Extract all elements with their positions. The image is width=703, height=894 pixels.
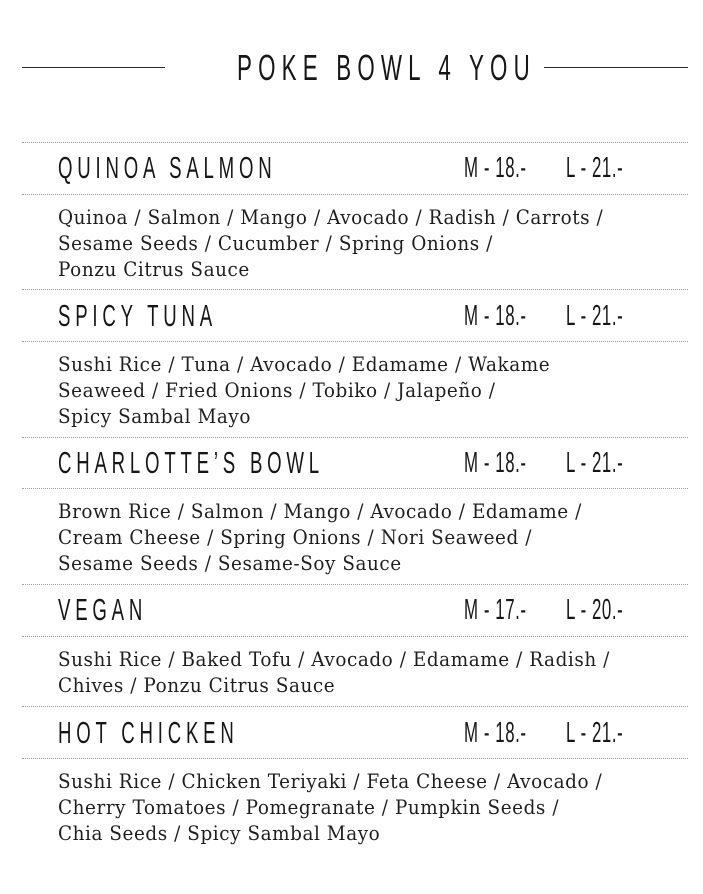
price-large: L - 20.- <box>566 594 624 626</box>
price-large: L - 21.- <box>566 300 624 332</box>
item-name: SPICY TUNA <box>58 298 217 333</box>
header-left-rule <box>22 67 165 68</box>
price-large: L - 21.- <box>566 717 624 749</box>
divider <box>22 758 688 759</box>
description-line: Chia Seeds / Spicy Sambal Mayo <box>58 821 381 845</box>
item-description <box>58 498 647 576</box>
divider <box>22 341 688 342</box>
price-medium: M - 18.- <box>464 152 527 184</box>
divider <box>22 584 688 585</box>
price-medium: M - 17.- <box>464 594 527 626</box>
header-right-rule <box>544 67 688 68</box>
description-line: Brown Rice / Salmon / Mango / Avocado / Edamame / <box>58 499 582 523</box>
description-line: Spicy Sambal Mayo <box>58 404 251 428</box>
item-name: VEGAN <box>58 592 148 627</box>
divider <box>22 194 688 195</box>
description-line: Seaweed / Fried Onions / Tobiko / Jalapeño / <box>58 378 496 402</box>
item-name: CHARLOTTE’S BOWL <box>58 445 324 480</box>
divider <box>22 636 688 637</box>
price-medium: M - 18.- <box>464 717 527 749</box>
description-line: Sesame Seeds / Sesame-Soy Sauce <box>58 551 402 575</box>
divider <box>22 488 688 489</box>
item-name: HOT CHICKEN <box>58 715 239 750</box>
description-line: Sesame Seeds / Cucumber / Spring Onions / <box>58 231 493 255</box>
menu-title: POKE BOWL 4 YOU <box>237 47 536 88</box>
description-line: Ponzu Citrus Sauce <box>58 257 250 281</box>
divider <box>22 142 688 143</box>
item-description <box>58 204 647 282</box>
item-description <box>58 351 647 429</box>
price-medium: M - 18.- <box>464 447 527 479</box>
item-description <box>58 646 647 698</box>
divider <box>22 706 688 707</box>
divider <box>22 437 688 438</box>
item-name: QUINOA SALMON <box>58 150 277 185</box>
description-line: Chives / Ponzu Citrus Sauce <box>58 673 336 697</box>
description-line: Sushi Rice / Baked Tofu / Avocado / Edamame / Radish / <box>58 647 610 671</box>
description-line: Quinoa / Salmon / Mango / Avocado / Radish / Carrots / <box>58 205 604 229</box>
price-large: L - 21.- <box>566 152 624 184</box>
description-line: Sushi Rice / Tuna / Avocado / Edamame / Wakame <box>58 352 551 376</box>
description-line: Cherry Tomatoes / Pomegranate / Pumpkin Seeds / <box>58 795 560 819</box>
price-medium: M - 18.- <box>464 300 527 332</box>
divider <box>22 289 688 290</box>
item-description <box>58 768 647 846</box>
description-line: Sushi Rice / Chicken Teriyaki / Feta Cheese / Avocado / <box>58 769 603 793</box>
description-line: Cream Cheese / Spring Onions / Nori Seaweed / <box>58 525 532 549</box>
menu-header <box>0 42 703 94</box>
price-large: L - 21.- <box>566 447 624 479</box>
